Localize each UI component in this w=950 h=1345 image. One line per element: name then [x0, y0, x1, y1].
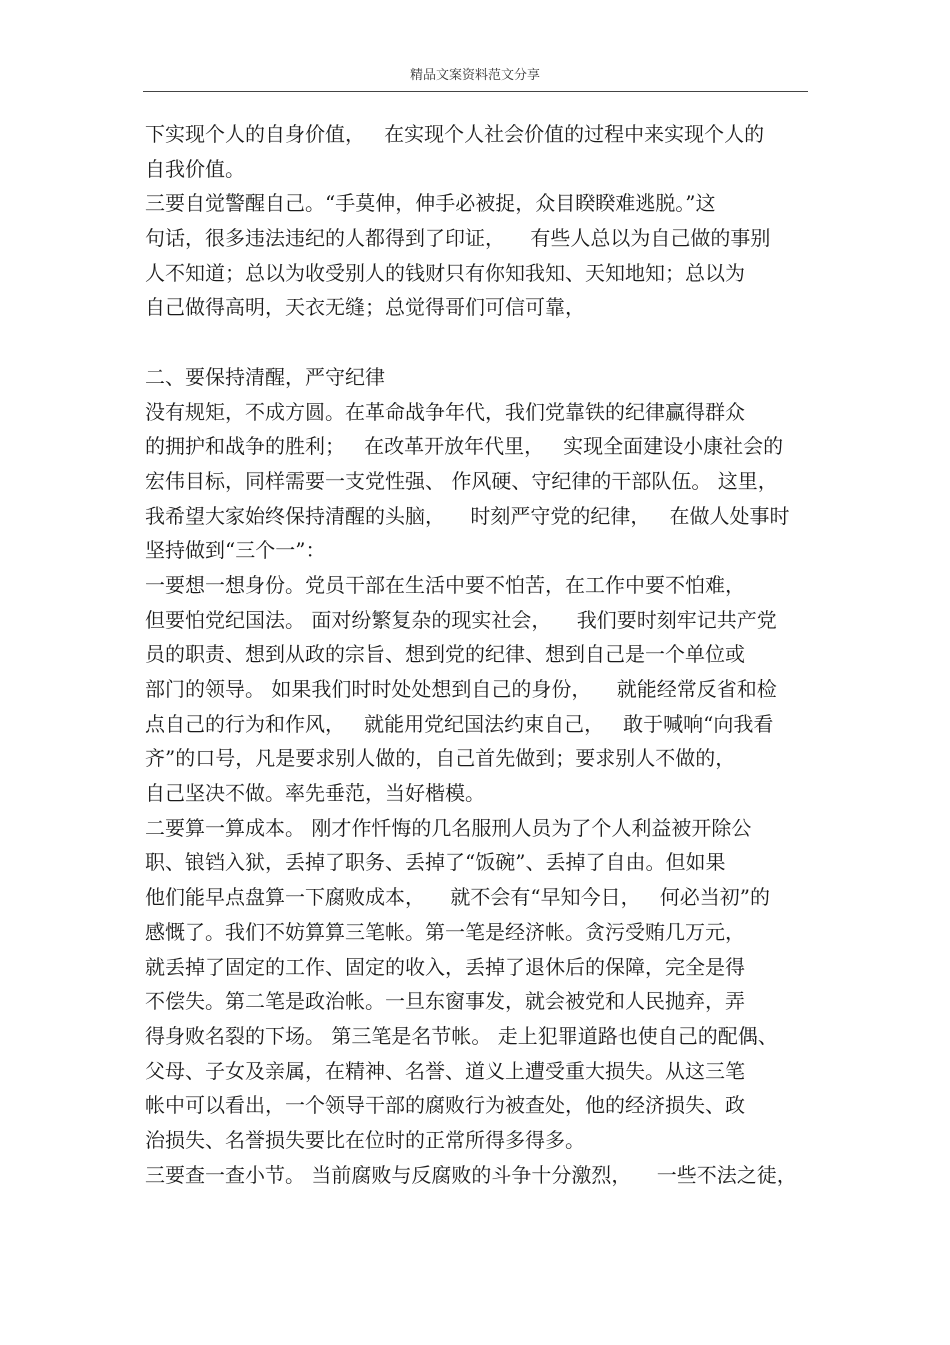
text-line: 就丢掉了固定的工作、固定的收入，丢掉了退休后的保障，完全是得: [145, 954, 745, 979]
text-line: 但要怕党纪国法。 面对纷繁复杂的现实社会， 我们要时刻牢记共产党: [145, 607, 777, 632]
text-line: 父母、子女及亲属，在精神、名誉、道义上遭受重大损失。从这三笔: [145, 1058, 745, 1083]
text-line: 没有规矩，不成方圆。在革命战争年代，我们党靠铁的纪律赢得群众: [145, 399, 745, 424]
text-line: 下实现个人的自身价值， 在实现个人社会价值的过程中来实现个人的: [145, 122, 765, 146]
text-line: 三要查一查小节。 当前腐败与反腐败的斗争十分激烈， 一些不法之徒，: [145, 1162, 797, 1187]
document-body: [145, 117, 815, 1192]
text-line: 得身败名裂的下场。 第三笔是名节帐。 走上犯罪道路也使自己的配偶、: [145, 1023, 778, 1048]
blank-line: [145, 325, 815, 360]
text-line: 三要自觉警醒自己。“手莫伸，伸手必被捉，众目睽睽难逃脱。”这: [145, 191, 716, 216]
text-line: 人不知道；总以为收受别人的钱财只有你知我知、天知地知；总以为: [145, 260, 745, 285]
text-line: 不偿失。第二笔是政治帐。一旦东窗事发，就会被党和人民抛弃，弄: [145, 989, 745, 1014]
header-divider: [143, 91, 808, 92]
text-line: 一要想一想身份。党员干部在生活中要不怕苦，在工作中要不怕难，: [145, 572, 745, 597]
text-line: 自己坚决不做。率先垂范，当好楷模。: [145, 781, 485, 806]
text-line: 宏伟目标，同样需要一支党性强、 作风硬、守纪律的干部队伍。 这里，: [145, 468, 778, 493]
text-line: 帐中可以看出，一个领导干部的腐败行为被查处，他的经济损失、政: [145, 1093, 745, 1118]
text-line: 员的职责、想到从政的宗旨、想到党的纪律、想到自己是一个单位或: [145, 642, 745, 667]
text-line: 二要算一算成本。 刚才作忏悔的几名服刑人员为了个人利益被开除公: [145, 815, 752, 840]
text-line: 点自己的行为和作风， 就能用党纪国法约束自己， 敢于喊响“向我看: [145, 711, 774, 736]
text-line: 我希望大家始终保持清醒的头脑， 时刻严守党的纪律， 在做人处事时: [145, 503, 790, 528]
text-line: 他们能早点盘算一下腐败成本， 就不会有“早知今日， 何必当初”的: [145, 885, 770, 910]
text-line: 自我价值。: [145, 156, 245, 181]
text-line: 治损失、名誉损失要比在位时的正常所得多得多。: [145, 1127, 585, 1152]
page-header: 精品文案资料范文分享: [409, 68, 540, 83]
text-line: 齐”的口号，凡是要求别人做的，自己首先做到；要求别人不做的，: [145, 746, 736, 771]
text-line: 句话，很多违法违纪的人都得到了印证， 有些人总以为自己做的事别: [145, 226, 771, 251]
text-line: 的拥护和战争的胜利； 在改革开放年代里， 实现全面建设小康社会的: [145, 434, 784, 459]
text-line: 坚持做到“三个一”：: [145, 538, 326, 563]
section-heading: 二、要保持清醒，严守纪律: [145, 364, 385, 389]
text-line: 感慨了。我们不妨算算三笔帐。第一笔是经济帐。贪污受贿几万元，: [145, 919, 745, 944]
text-line: 自己做得高明，天衣无缝；总觉得哥们可信可靠，: [145, 295, 585, 320]
text-line: 部门的领导。 如果我们时时处处想到自己的身份， 就能经常反省和检: [145, 677, 777, 701]
text-line: 职、锒铛入狱，丢掉了职务、丢掉了“饭碗”、丢掉了自由。但如果: [145, 850, 726, 875]
